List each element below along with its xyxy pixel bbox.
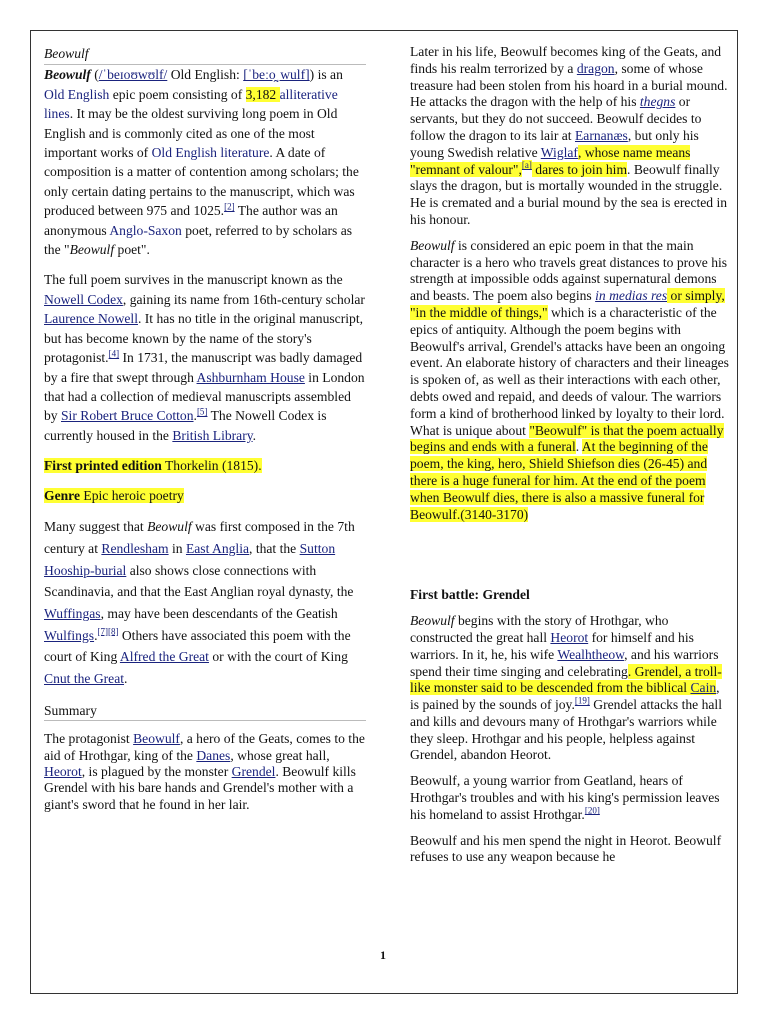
origin-paragraph: Many suggest that Beowulf was first composed in the 7th century at Rendlesham in East Anglia, that the Sutton Hooship-burial also shows close connections with Scandinavia, and that the East Anglian royal dynasty, the Wuffingas, may have been descendants of the Geatish Wulfings.[7][8] Others have associated this poem with the court of King Alfred the Great or with the court of King Cnut the Great. xyxy=(44,519,355,687)
cnut-link[interactable]: Cnut the Great xyxy=(44,671,125,687)
alfred-link[interactable]: Alfred the Great xyxy=(119,649,209,665)
grendel-link[interactable]: Grendel xyxy=(231,763,276,779)
in-medias-res-link[interactable]: in medias res xyxy=(595,288,668,304)
dragon-paragraph: Later in his life, Beowulf becomes king of the Geats, and finds his realm terrorized by a dragon, some of whose treasure had been stolen from his hoard in a burial mound. He attacks the dragon with the help of his thegns or servants, but they do not succeed. Beowulf decides to follow the dragon to its lair at Earnanæs, but only his young Swedish relative Wiglaf, whose name means "remnant of valour",[a] dares to join him. Beowulf finally slays the dragon, but is mortally wounded in the struggle. He is cremated and a burial mound by the sea is erected in his honour. xyxy=(410,44,728,227)
laurence-nowell-link[interactable]: Laurence Nowell xyxy=(44,311,138,327)
summary-paragraph: The protagonist Beowulf, a hero of the Geats, comes to the aid of Hrothgar, king of the Danes, whose great hall, Heorot, is plagued by the monster Grendel. Beowulf kills Grendel with his bare hands and Grendel's mother with a giant's sword that he found in her lair. xyxy=(44,731,365,812)
thegns-link[interactable]: thegns xyxy=(639,94,676,110)
grendel-paragraph: Beowulf begins with the story of Hrothgar, who constructed the great hall Heorot for himself and his warriors. In it, he, his wife Wealhtheow, and his warriors spend their time singing and celebrating. Grendel, a troll-like monster said to be descended from the biblical Cain, is pained by the sounds of joy.[19] Grendel attacks the hall and kills and devours many of Hrothgar's warriors while they sleep. Hrothgar and his people, helpless against Grendel, abandon Heorot. xyxy=(410,613,722,763)
anglo-saxon-link[interactable]: Anglo-Saxon xyxy=(109,222,182,238)
wulfings-link[interactable]: Wulfings xyxy=(44,627,95,643)
ref-5[interactable]: [5] xyxy=(196,406,208,417)
right-column xyxy=(410,44,732,866)
wuffingas-link[interactable]: Wuffingas xyxy=(44,605,101,621)
british-library-link[interactable]: British Library xyxy=(172,427,253,443)
ref-20[interactable]: [20] xyxy=(584,805,600,816)
nowell-codex-link[interactable]: Nowell Codex xyxy=(44,291,123,307)
epic-paragraph: Beowulf is considered an epic poem in that the main character is a hero who travels great distances to prove his strength at impossible odds against supernatural demons and beasts. The poem also begins in medias res or simply, "in the middle of things," which is a characteristic of the epics of antiquity. Although the poem begins with Beowulf's arrival, Grendel's attacks have been an ongoing event. An elaborate history of characters and their lineages is spoken of, as well as their interactions with each other, debts owed and repaid, and deeds of valour. The warriors form a kind of brotherhood linked by loyalty to their lord. What is unique about "Beowulf" is that the poem actually begins and ends with a funeral. At the beginning of the poem, the king, hero, Shield Shiefson dies (26-45) and there is a huge funeral for him. At the end of the poem when Beowulf dies, there is also a massive funeral for Beowulf.(3140-3170) xyxy=(410,237,729,522)
oe-literature-link[interactable]: Old English literature xyxy=(151,145,270,161)
ipa-link[interactable]: /ˈbeɪoʊwʊlf/ xyxy=(98,67,168,83)
intro-paragraph: Beowulf (/ˈbeɪoʊwʊlf/ Old English: [ˈbeːo̯ˌwulf]) is an Old English epic poem consisting of 3,182 alliterative lines. It may be the oldest surviving long poem in Old English and is commonly cited as one of the most important works of Old English literature. A date of composition is a matter of contention among scholars; the only certain dating pertains to the manuscript, which was produced between 975 and 1025.[2] The author was an anonymous Anglo-Saxon poet, referred to by scholars as the "Beowulf poet". xyxy=(44,67,359,258)
ipa-oe-link[interactable]: [ˈbeːo̯ˌwulf] xyxy=(243,67,310,83)
ref-7-8[interactable]: [7][8] xyxy=(97,626,119,637)
wiglaf-link[interactable]: Wiglaf xyxy=(540,144,578,160)
geatland-paragraph: Beowulf, a young warrior from Geatland, hears of Hrothgar's troubles and with his king's permission leaves his homeland to assist Hrothgar.[20] xyxy=(410,773,720,822)
edition-line: First printed edition Thorkelin (1815). xyxy=(44,458,262,474)
battle-heading: First battle: Grendel xyxy=(410,587,530,603)
old-english-link[interactable]: Old English xyxy=(44,86,110,102)
beowulf-link[interactable]: Beowulf xyxy=(133,731,180,747)
left-column xyxy=(44,44,366,813)
cain-link[interactable]: Cain xyxy=(690,680,717,696)
ashburnham-link[interactable]: Ashburnham House xyxy=(196,369,305,385)
east-anglia-link[interactable]: East Anglia xyxy=(185,540,250,556)
page-number: 1 xyxy=(380,948,386,962)
ref-19[interactable]: [19] xyxy=(574,695,590,706)
sutton-hoo-link[interactable]: Sutton Hooship-burial xyxy=(44,540,336,578)
ref-2[interactable]: [2] xyxy=(224,201,235,212)
heorot-link-2[interactable]: Heorot xyxy=(550,629,589,645)
ref-4[interactable]: [4] xyxy=(108,348,120,359)
genre-line: Genre Epic heroic poetry xyxy=(44,488,184,504)
cotton-link[interactable]: Sir Robert Bruce Cotton xyxy=(61,408,194,424)
alliterative-link[interactable]: alliterative lines xyxy=(44,86,338,122)
highlight-line-count: 3,182 xyxy=(245,86,280,102)
summary-heading: Summary xyxy=(44,701,366,721)
night-paragraph: Beowulf and his men spend the night in Heorot. Beowulf refuses to use any weapon because he xyxy=(410,832,722,865)
earnanaes-link[interactable]: Earnanæs xyxy=(574,127,628,143)
danes-link[interactable]: Danes xyxy=(196,747,231,763)
rendlesham-link[interactable]: Rendlesham xyxy=(101,540,169,556)
heorot-link[interactable]: Heorot xyxy=(44,763,82,779)
dragon-link[interactable]: dragon xyxy=(576,60,615,76)
article-title: Beowulf xyxy=(44,44,366,65)
ref-a[interactable]: [a] xyxy=(521,160,532,171)
manuscript-paragraph: The full poem survives in the manuscript known as the Nowell Codex, gaining its name from 16th-century scholar Laurence Nowell. It has no title in the original manuscript, but has become known by the name of the story's protagonist.[4] In 1731, the manuscript was badly damaged by a fire that swept through Ashburnham House in London that had a collection of medieval manuscripts assembled by Sir Robert Bruce Cotton.[5] The Nowell Codex is currently housed in the British Library. xyxy=(44,272,365,443)
wealhtheow-link[interactable]: Wealhtheow xyxy=(557,646,625,662)
